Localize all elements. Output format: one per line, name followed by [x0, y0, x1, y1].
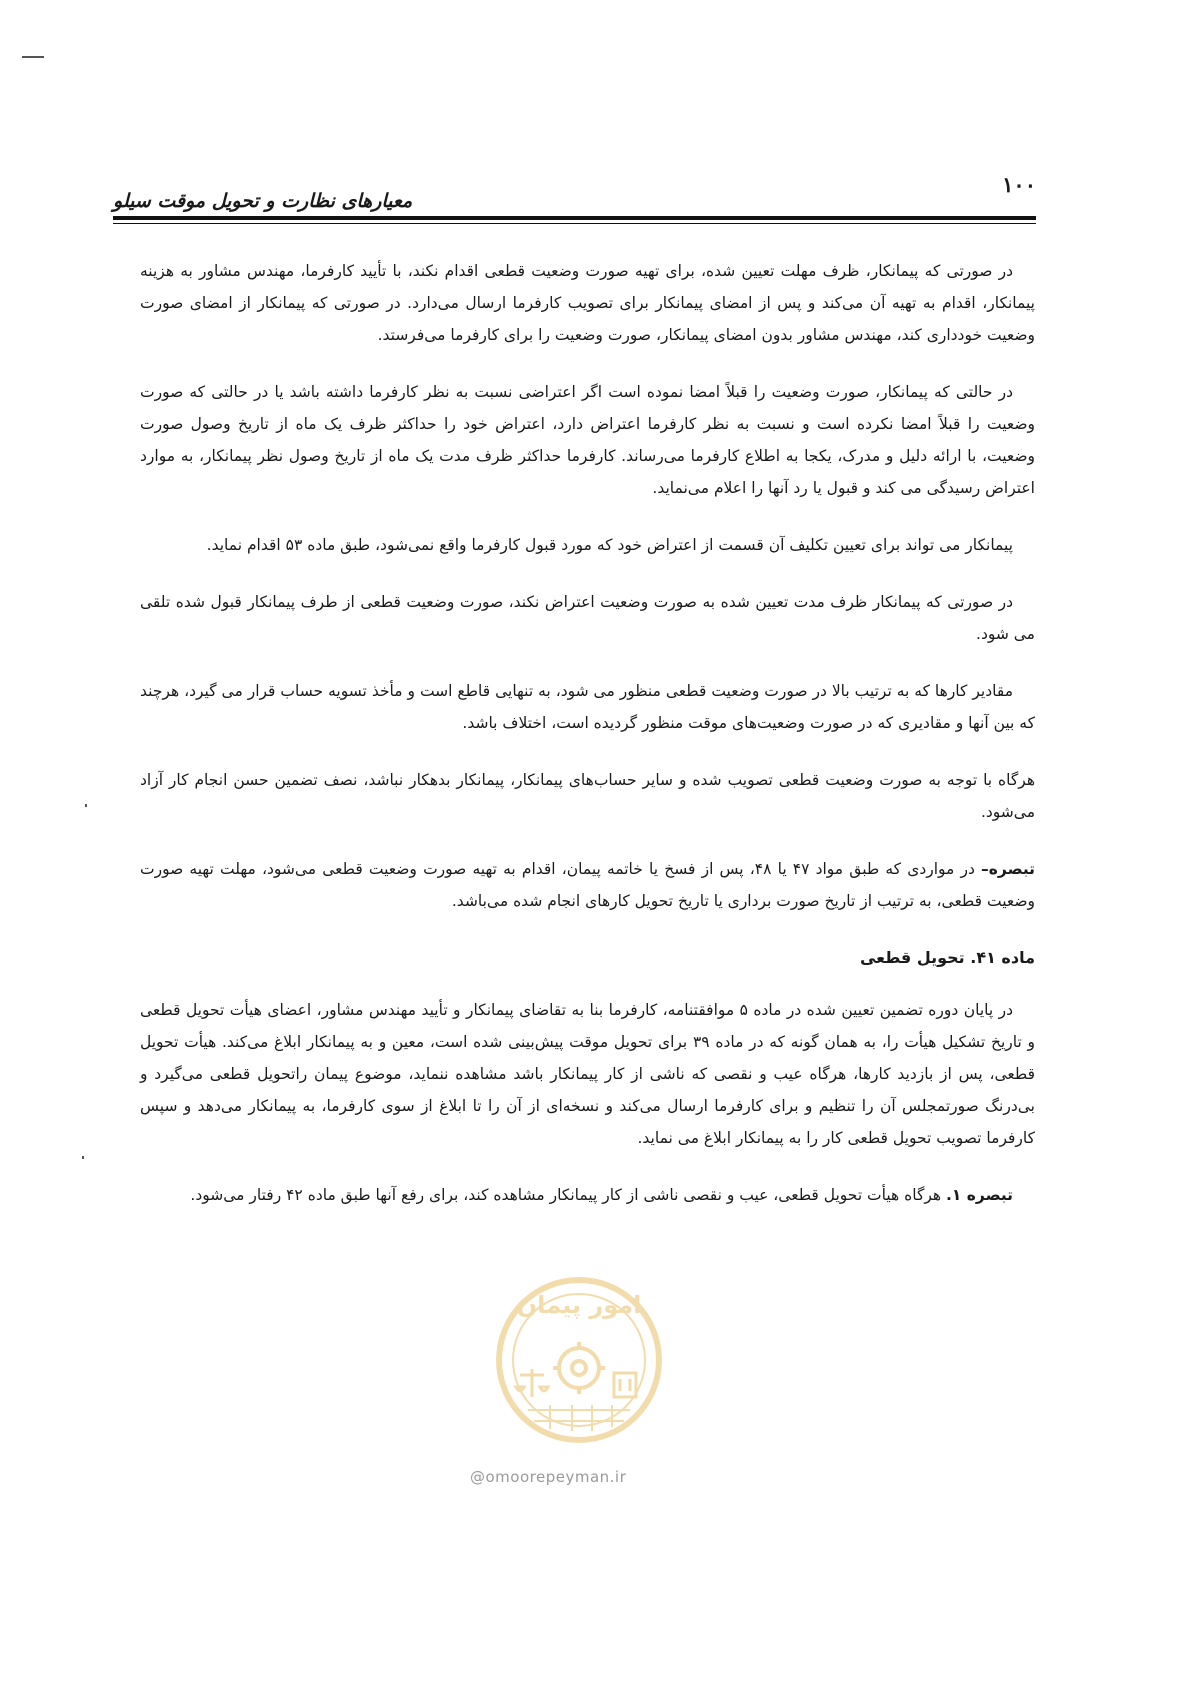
paragraph: مقادیر کارها که به ترتیب بالا در صورت وضعیت قطعی منظور می شود، به تنهایی قاطع است و مأخذ تسویه حساب قرار می گیرد، هرچند که بین آنها و مقادیری که در صورت وضعیت‌های موقت منظور گردیده است، اختلاف باشد. — [140, 682, 1035, 732]
document-body — [140, 255, 1035, 1236]
scan-mark-left-dot-1 — [85, 804, 87, 807]
running-title: معیارهای نظارت و تحویل موقت سیلو — [113, 190, 413, 212]
scan-mark-left-dot-2 — [82, 1156, 84, 1159]
note-text: در مواردی که طبق مواد ۴۷ یا ۴۸، پس از فسخ یا خاتمه پیمان، اقدام به تهیه صورت وضعیت قطعی می‌شود، مهلت تهیه صورت وضعیت قطعی، به ترتیب از تاریخ صورت برداری یا تاریخ تحویل کارهای انجام شده می‌باشد. — [140, 860, 1035, 910]
gear-icon — [553, 1342, 605, 1394]
grid-pattern — [528, 1405, 630, 1431]
note-label: تبصره– — [981, 860, 1035, 878]
watermark-url: @omoorepeyman.ir — [470, 1468, 627, 1486]
article-heading: ماده ۴۱. تحویل قطعی — [859, 948, 1035, 967]
paragraph: پیمانکار می تواند برای تعیین تکلیف آن قسمت از اعتراض خود که مورد قبول کارفرما واقع نمی‌شود، طبق ماده ۵۳ اقدام نماید. — [206, 536, 1013, 554]
header-rule-thick — [113, 216, 1036, 220]
page-number: ۱۰۰ — [1002, 172, 1036, 197]
note-text: هرگاه هیأت تحویل قطعی، عیب و نقصی ناشی از کار پیمانکار مشاهده کند، برای رفع آنها طبق ماده ۴۲ رفتار می‌شود. — [190, 1186, 947, 1204]
header-rule-thin — [113, 223, 1036, 224]
paragraph: در صورتی که پیمانکار، ظرف مهلت تعیین شده، برای تهیه صورت وضعیت قطعی اقدام نکند، با تأیید کارفرما، مهندس مشاور به هزینه پیمانکار، اقدام به تهیه آن می‌کند و پس از امضای پیمانکار برای تصویب کارفرما ارسال می‌دارد. در صورتی که پیمانکار از امضای صورت وضعیت خودداری کند، مهندس مشاور بدون امضای پیمانکار، صورت وضعیت را برای کارفرما می‌فرستد. — [140, 262, 1035, 344]
note-paragraph — [140, 1179, 1035, 1211]
stamp-text: امور پیمان — [516, 1291, 642, 1319]
page-header — [113, 172, 1036, 226]
article-paragraph: در پایان دوره تضمین تعیین شده در ماده ۵ موافقتنامه، کارفرما بنا به تقاضای پیمانکار و تأیید مهندس مشاور، اعضای هیأت تحویل قطعی و تاریخ تشکیل هیأت را، به همان گونه که در ماده ۳۹ برای تحویل موقت پیش‌بینی شده است، معین و به پیمانکار ابلاغ می‌کند. هیأت تحویل قطعی، پس از بازدید کارها، هرگاه عیب و نقصی که ناشی از کار پیمانکار باشد مشاهده ننماید، موضوع پیمان راتحویل قطعی می‌گیرد و بی‌درنگ صورتمجلس آن را تنظیم و برای کارفرما ارسال می‌کند و نسخه‌ای از آن را تا ابلاغ از سوی کارفرما، به پیمانکار می‌دهد و سپس کارفرما تصویب تحویل قطعی کار را به پیمانکار ابلاغ می نماید. — [140, 1001, 1035, 1147]
paragraph: در حالتی که پیمانکار، صورت وضعیت را قبلاً امضا نموده است اگر اعتراضی نسبت به نظر کارفرما داشته باشد یا در حالتی که صورت وضعیت را قبلاً امضا نکرده است و نسبت به نظر کارفرما اعتراض دارد، اعتراض خود را حداکثر ظرف یک ماه از تاریخ وصول صورت وضعیت، با ارائه دلیل و مدرک، یکجا به اطلاع کارفرما می‌رساند. کارفرما حداکثر ظرف مدت یک ماه از تاریخ وصول نظر پیمانکار، به موارد اعتراض رسیدگی می کند و قبول یا رد آنها را اعلام می‌نماید. — [140, 383, 1035, 497]
building-icon — [614, 1373, 636, 1397]
scan-mark-top-left — [22, 56, 44, 58]
paragraph: در صورتی که پیمانکار ظرف مدت تعیین شده به صورت وضعیت اعتراض نکند، صورت وضعیت قطعی از طرف پیمانکار قبول شده تلقی می شود. — [140, 593, 1035, 643]
note-label: تبصره ۱. — [946, 1186, 1013, 1204]
watermark-stamp — [492, 1265, 667, 1450]
note-paragraph — [140, 853, 1035, 917]
paragraph: هرگاه با توجه به صورت وضعیت قطعی تصویب شده و سایر حساب‌های پیمانکار، پیمانکار بدهکار نباشد، نصف تضمین حسن انجام کار آزاد می‌شود. — [140, 771, 1035, 821]
